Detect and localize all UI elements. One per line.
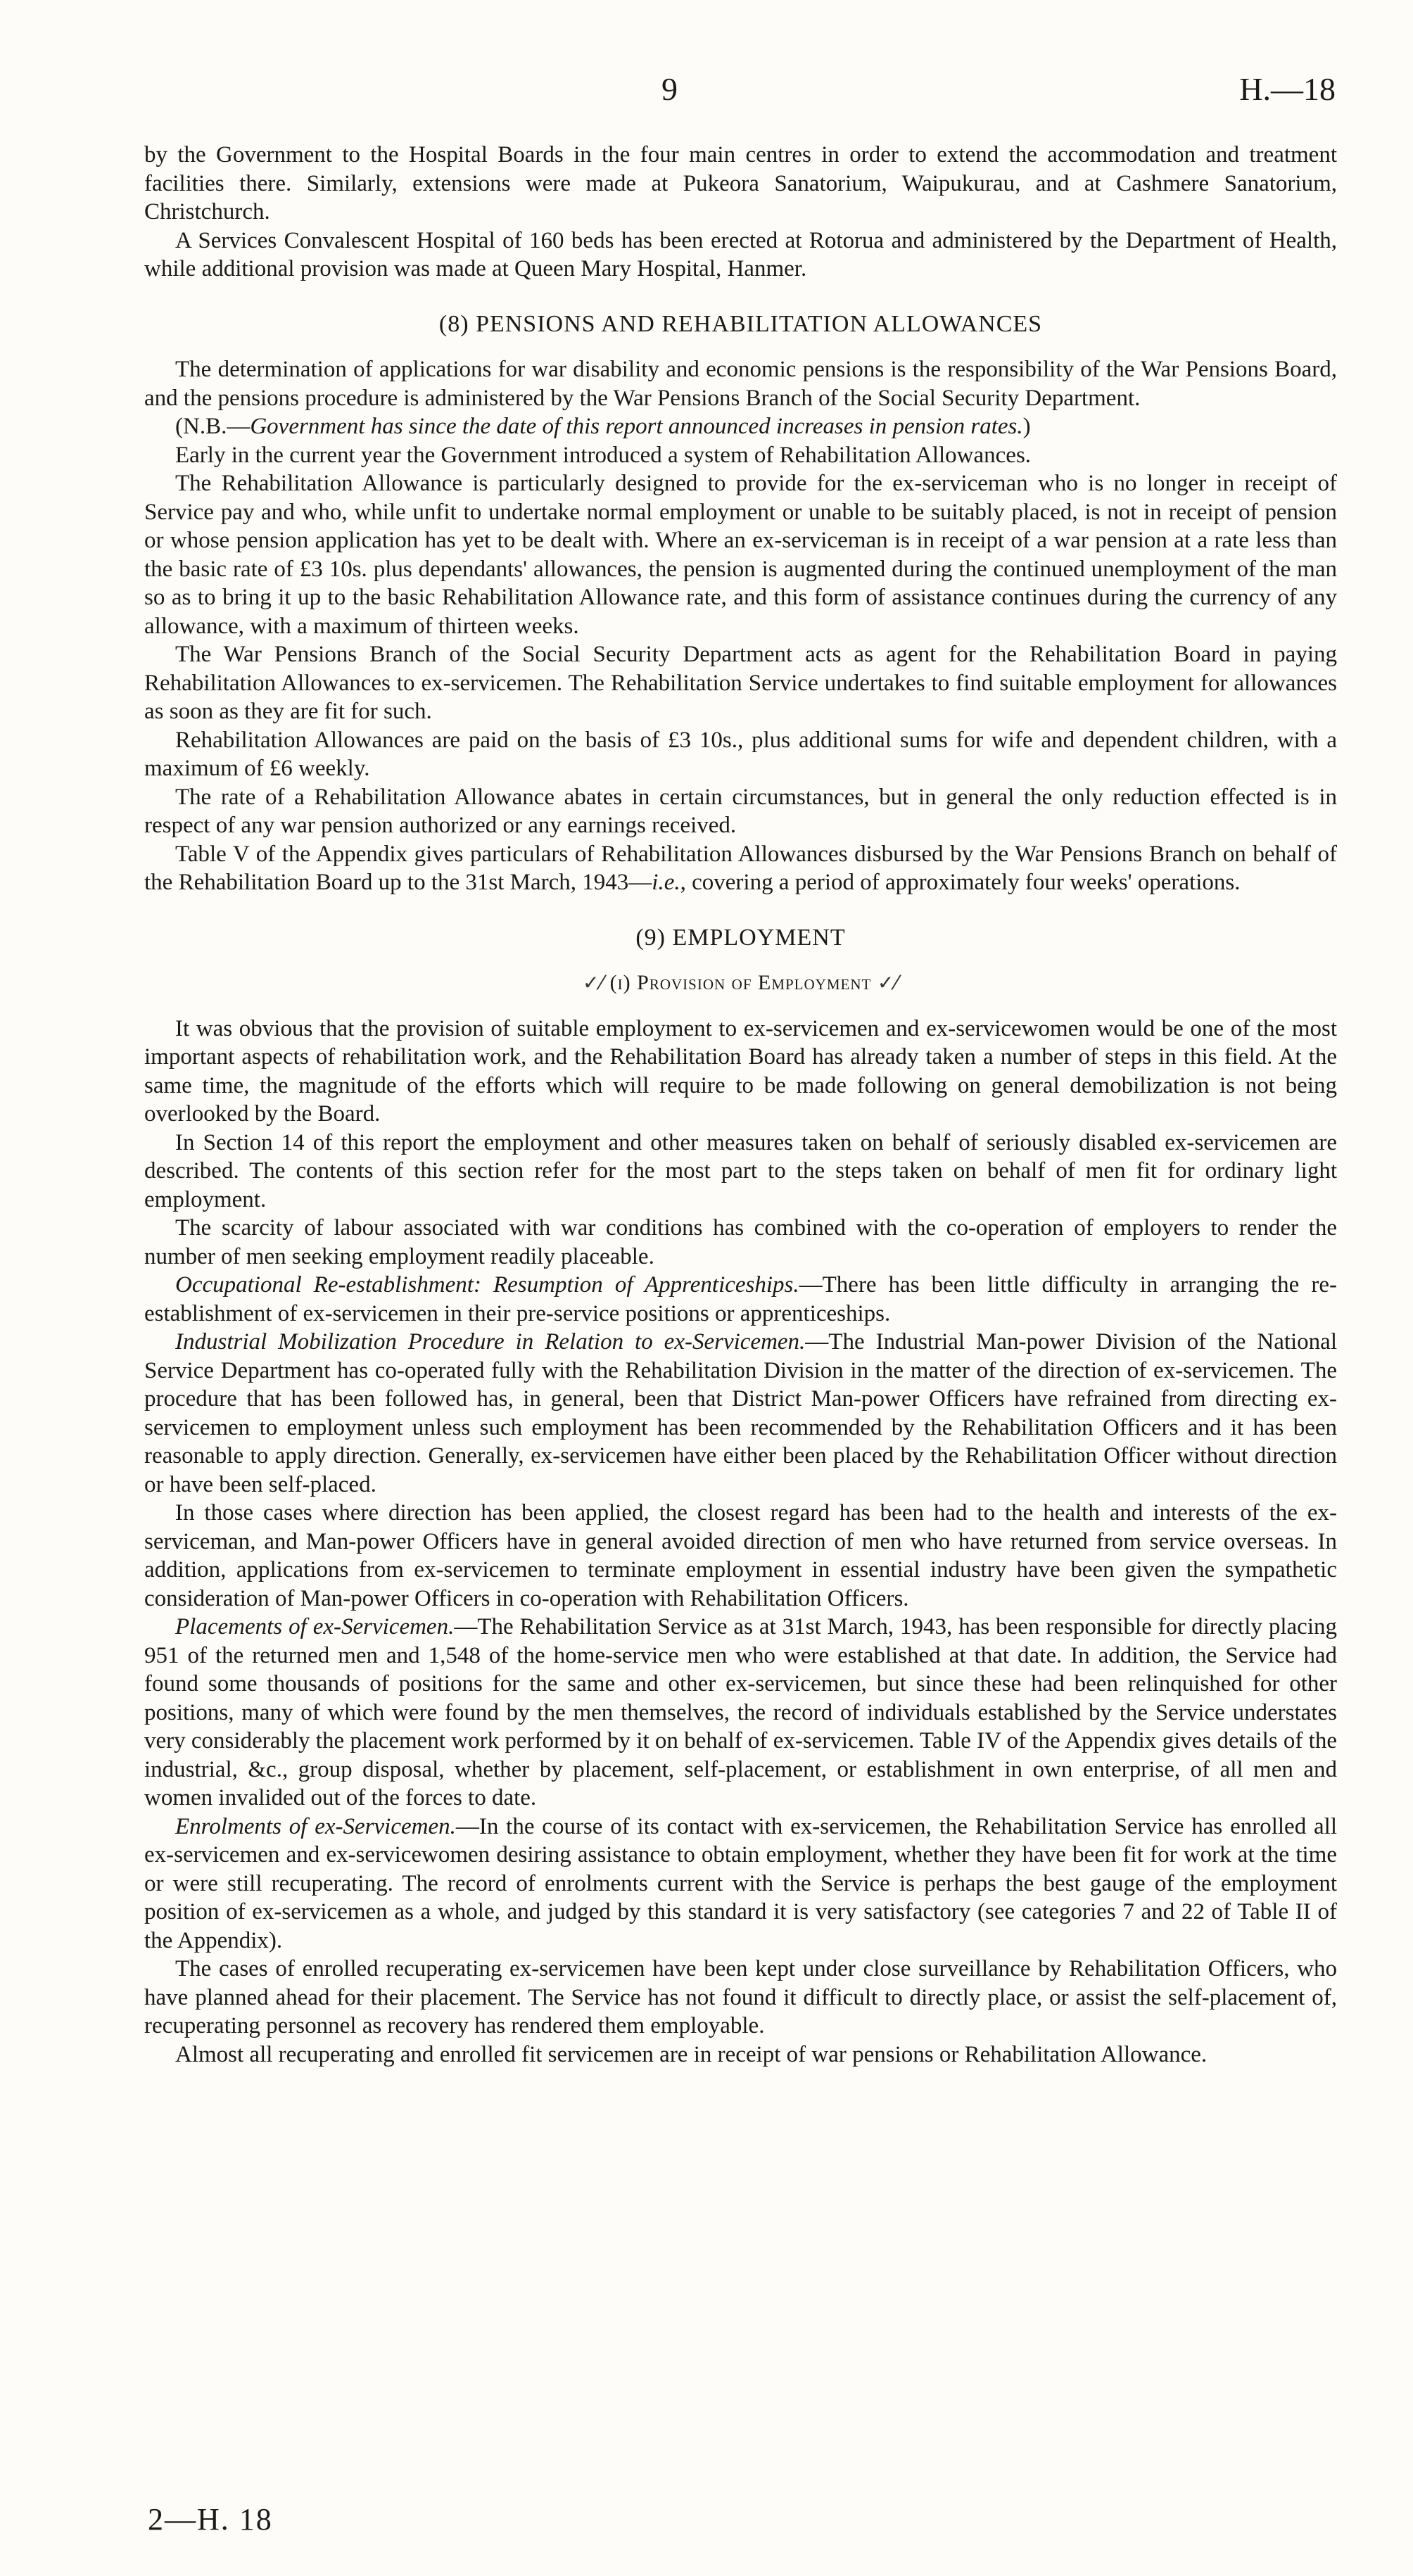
paragraph <box>144 1328 1337 1499</box>
nb-italic: Government has since the date of this report announced increases in pension rates. <box>250 414 1023 439</box>
running-head <box>0 70 1413 113</box>
paragraph <box>144 1271 1337 1328</box>
handwritten-tick-icon: ✓⁄ <box>583 971 604 994</box>
body-text <box>144 141 1337 2069</box>
nb-note <box>144 412 1337 441</box>
text-run: —There has been little difficulty in arranging the re-establishment of ex-servicemen in their pre-service positions or apprenticeships. <box>144 1272 1337 1326</box>
paragraph: The cases of enrolled recuperating ex-servicemen have been kept under close surveillance by Rehabilitation Officers, who have planned ahead for their placement. The Service has not found it difficult to directly place, or assist the self-placement of, recuperating personnel as recovery has rendered them employable. <box>144 1956 1337 2038</box>
section-heading-employment: (9) EMPLOYMENT <box>635 924 846 951</box>
paragraph-lead: Enrolments of ex-Servicemen. <box>175 1813 456 1839</box>
paragraph: by the Government to the Hospital Boards in the four main centres in order to extend the accommodation and treatment facilities there. Similarly, extensions were made at Pukeora Sanatorium, Waipukurau, and at Cashmere Sanatorium, Christchurch. <box>144 142 1337 224</box>
paragraph: The rate of a Rehabilitation Allowance abates in certain circumstances, but in general the only reduction effected is in respect of any war pension authorized or any earnings received. <box>144 784 1337 838</box>
paper-code: H.—18 <box>1239 71 1336 107</box>
section-heading-pensions: (8) PENSIONS AND REHABILITATION ALLOWANCES <box>438 310 1043 337</box>
paragraph: It was obvious that the provision of suitable employment to ex-servicemen and ex-servicewomen would be one of the most important aspects of rehabilitation work, and the Rehabilitation Board has already taken a number of steps in this field. At the same time, the magnitude of the efforts which will require to be made following on general demobilization is not being overlooked by the Board. <box>144 1015 1337 1127</box>
sub-heading <box>144 969 1337 998</box>
paragraph-lead: Occupational Re-establishment: Resumption of Apprenticeships. <box>175 1272 799 1297</box>
paragraph: The scarcity of labour associated with war conditions has combined with the co-operation of employers to render the number of men seeking employment readily placeable. <box>144 1215 1337 1269</box>
paragraph: Almost all recuperating and enrolled fit servicemen are in receipt of war pensions or Rehabilitation Allowance. <box>175 2041 1208 2067</box>
paragraph: In Section 14 of this report the employment and other measures taken on behalf of seriously disabled ex-servicemen are described. The contents of this section refer for the most part to the steps taken on behalf of men fit for ordinary light employment. <box>144 1129 1337 1212</box>
nb-suffix: ) <box>1022 414 1031 439</box>
sub-heading-text: (i) Provision of Employment <box>609 971 872 994</box>
paragraph: Rehabilitation Allowances are paid on the basis of £3 10s., plus additional sums for wife and dependent children, with a maximum of £6 weekly. <box>144 727 1337 781</box>
paragraph: The War Pensions Branch of the Social Security Department acts as agent for the Rehabilitation Board in paying Rehabilitation Allowances to ex-servicemen. The Rehabilitation Service undertakes to find suitable employment for allowances as soon as they are fit for such. <box>144 642 1337 724</box>
handwritten-tick-icon: ✓⁄ <box>877 971 899 994</box>
paragraph-lead: Placements of ex-Servicemen. <box>175 1614 455 1639</box>
text-run: —In the course of its contact with ex-servicemen, the Rehabilitation Service has enrolled all ex-servicemen and ex-servicewomen desiring assistance to obtain employment, whether they have been fit for work at the time or were still recuperating. The record of enrolments current with the Service is perhaps the best gauge of the employment position of ex-servicemen as a whole, and judged by this standard it is very satisfactory (see categories 7 and 22 of Table II of the Appendix). <box>144 1813 1337 1953</box>
paragraph <box>144 840 1337 897</box>
paragraph: The determination of applications for war disability and economic pensions is the responsibility of the War Pensions Board, and the pensions procedure is administered by the War Pensions Branch of the Social Security Department. <box>144 357 1337 411</box>
paragraph: In those cases where direction has been applied, the closest regard has been had to the health and interests of the ex-serviceman, and Man-power Officers have in general avoided direction of men who have returned from service overseas. In addition, applications from ex-servicemen to terminate employment in essential industry have been given the sympathetic consideration of Man-power Officers in co-operation with Rehabilitation Officers. <box>144 1500 1337 1611</box>
paragraph-lead: Industrial Mobilization Procedure in Relation to ex-Servicemen. <box>175 1329 806 1354</box>
paragraph: Early in the current year the Government introduced a system of Rehabilitation Allowances. <box>175 442 1032 468</box>
text-run: —The Rehabilitation Service as at 31st March, 1943, has been responsible for directly placing 951 of the returned men and 1,548 of the home-service men who were established at that date. In addition, the Service had found some thousands of positions for the same and other ex-servicemen, but since these had been relinquished for other positions, many of which were found by the men themselves, the record of individuals established by the Service understates very considerably the placement work performed by it on behalf of ex-servicemen. Table IV of the Appendix gives details of the industrial, &c., group disposal, whether by placement, self-placement, or establishment in own enterprise, of all men and women invalided out of the forces to date. <box>144 1614 1337 1810</box>
paragraph <box>144 1613 1337 1813</box>
paragraph: The Rehabilitation Allowance is particularly designed to provide for the ex-serviceman who is no longer in receipt of Service pay and who, while unfit to undertake normal employment or unable to be suitably placed, is not in receipt of pension or whose pension application has yet to be dealt with. Where an ex-serviceman is in receipt of a war pension at a rate less than the basic rate of £3 10s. plus dependants' allowances, the pension is augmented during the continued unemployment of the man so as to bring it up to the basic Rehabilitation Allowance rate, and this form of assistance continues during the currency of any allowance, with a maximum of thirteen weeks. <box>144 471 1337 639</box>
paragraph <box>144 1813 1337 1955</box>
text-run: —The Industrial Man-power Division of the National Service Department has co-operated fully with the Rehabilitation Division in the matter of the direction of ex-servicemen. The procedure that has been followed has, in general, been that District Man-power Officers have refrained from directing ex-servicemen to employment unless such employment has been recommended by the Rehabilitation Officers and it has been reasonable to apply direction. Generally, ex-servicemen have either been placed by the Rehabilitation Officer without direction or have been self-placed. <box>144 1329 1337 1497</box>
italic-run: i.e. <box>652 870 680 895</box>
page-number: 9 <box>661 71 678 107</box>
nb-prefix: (N.B.— <box>175 414 251 439</box>
paragraph: A Services Convalescent Hospital of 160 beds has been erected at Rotorua and administered by the Department of Health, while additional provision was made at Queen Mary Hospital, Hanmer. <box>144 227 1337 281</box>
footer-signature-code: 2—H. 18 <box>148 2502 273 2537</box>
text-run: , covering a period of approximately four weeks' operations. <box>680 870 1241 895</box>
text-run: Table V of the Appendix gives particulars of Rehabilitation Allowances disbursed by the War Pensions Branch on behalf of the Rehabilitation Board up to the 31st March, 1943— <box>144 841 1337 895</box>
